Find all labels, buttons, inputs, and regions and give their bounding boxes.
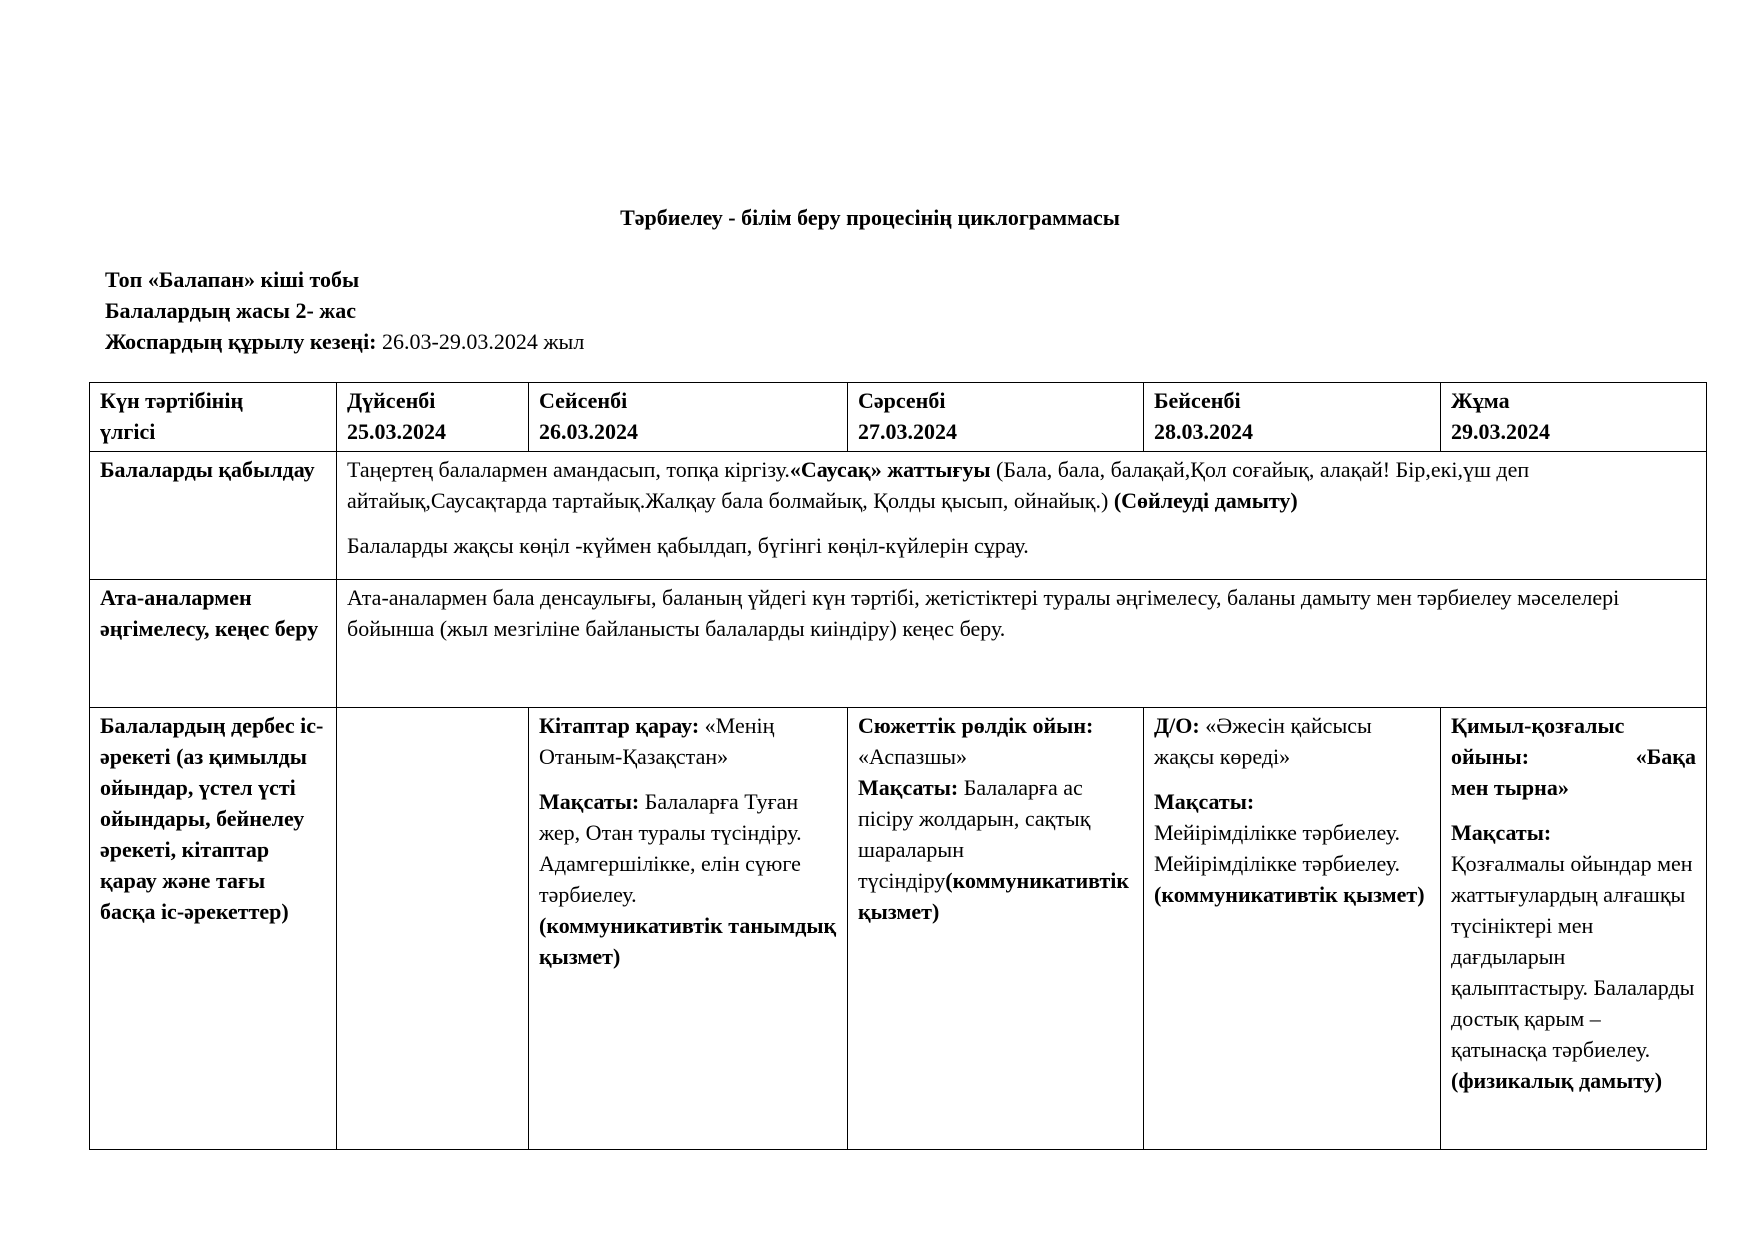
parents-content: Ата-аналармен бала денсаулығы, баланың үйдегі күн тәртібі, жетістіктері туралы әңгімелесу, баланы дамыту мен тәрбиелеу мәселелері бойынша (жыл мезгіліне байланысты балаларды киіндіру) кеңес беру. — [337, 580, 1707, 708]
header-cell-friday: Жұма 29.03.2024 — [1441, 383, 1707, 452]
document-title: Тәрбиелеу - білім беру процесінің циклограммасы — [620, 205, 1120, 230]
schedule-table — [89, 382, 1707, 1150]
age-line: Балалардың жасы 2- жас — [105, 298, 356, 323]
parents-row — [90, 580, 1707, 708]
period-label: Жоспардың құрылу кезеңі: — [105, 329, 377, 354]
period-line — [105, 326, 584, 357]
activities-monday — [337, 708, 529, 1150]
activities-row — [90, 708, 1707, 1150]
activities-label: Балалардың дербес іс-әрекеті (аз қимылды ойындар, үстел үсті ойындары, бейнелеу әрекеті, кітаптар қарау және тағы басқа іс-әрекеттер) — [90, 708, 337, 1150]
group-line: Топ «Балапан» кіші тобы — [105, 267, 360, 292]
reception-content: Таңертең балалармен амандасып, топқа кіргізу.«Саусақ» жаттығуы (Бала, бала, балақай,Қол соғайық, алақай! Бір,екі,үш деп айтайық,Саусақтарда тартайық.Жалқау бала болмайық, Қолды қысып, ойнайық.) (Сөйлеуді дамыту) Балаларды жақсы көңіл -күймен қабылдап, бүгінгі көңіл-күйлерін сұрау. — [337, 452, 1707, 580]
header-cell-monday: Дүйсенбі 25.03.2024 — [337, 383, 529, 452]
header-cell-thursday: Бейсенбі 28.03.2024 — [1144, 383, 1441, 452]
reception-row — [90, 452, 1707, 580]
activities-thursday: Д/О: «Әжесін қайсысы жақсы көреді» Мақсаты: Мейірімділікке тәрбиелеу. Мейірімділікке тәрбиелеу. (коммуникативтік қызмет) — [1144, 708, 1441, 1150]
document-meta — [105, 264, 584, 357]
activities-wednesday: Сюжеттік рөлдік ойын: «Аспазшы» Мақсаты: Балаларға ас пісіру жолдарын, сақтық шараларын түсіндіру(коммуникативтік қызмет) — [848, 708, 1144, 1150]
header-cell-wednesday: Сәрсенбі 27.03.2024 — [848, 383, 1144, 452]
parents-label: Ата-аналармен әңгімелесу, кеңес беру — [90, 580, 337, 708]
header-cell-routine: Күн тәртібінің үлгісі — [90, 383, 337, 452]
reception-label: Балаларды қабылдау — [90, 452, 337, 580]
activities-friday: Қимыл-қозғалыс ойыны: «Бақа мен тырна» Мақсаты: Қозғалмалы ойындар мен жаттығулардың алғашқы түсініктері мен дағдыларын қалыптастыру. Балаларды достық қарым –қатынасқа тәрбиелеу. (физикалық дамыту) — [1441, 708, 1707, 1150]
period-value: 26.03-29.03.2024 жыл — [376, 329, 585, 354]
header-row — [90, 383, 1707, 452]
activities-tuesday: Кітаптар қарау: «Менің Отаным-Қазақстан» Мақсаты: Балаларға Туған жер, Отан туралы түсіндіру. Адамгершілікке, елін сүюге тәрбиелеу. (коммуникативтік танымдық қызмет) — [529, 708, 848, 1150]
header-cell-tuesday: Сейсенбі 26.03.2024 — [529, 383, 848, 452]
